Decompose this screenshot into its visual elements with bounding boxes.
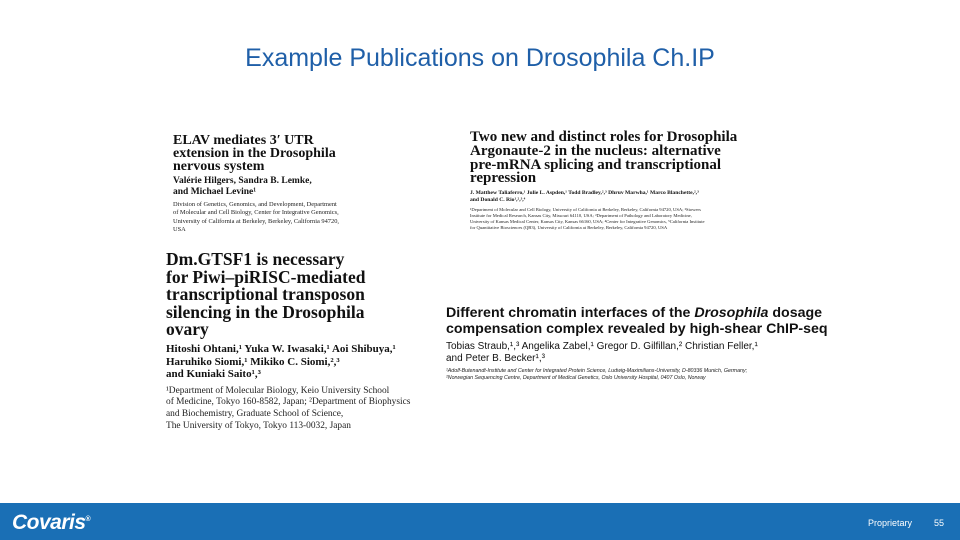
title-line: pre-mRNA splicing and transcriptional xyxy=(470,156,721,173)
publication-affiliation xyxy=(173,201,413,235)
affiliation-line: for Quantitative Biosciences (QB3), University of California at Berkeley, Berkeley, California 94720, USA xyxy=(470,224,668,230)
publication-affiliation xyxy=(166,386,436,432)
publication-authors xyxy=(446,341,846,365)
title-line: ELAV mediates 3′ UTR xyxy=(173,133,314,148)
slide-title: Example Publications on Drosophila Ch.IP xyxy=(245,44,715,72)
affiliation-line: ¹Adolf-Butenandt-Institute and Center for Integrated Protein Science, Ludwig-Maximilians-University, D-80336 Munich, Germany; xyxy=(446,367,748,374)
title-segment-italic: Drosophila xyxy=(694,305,769,321)
publication-clipping-elav xyxy=(173,134,413,235)
author-line: and Peter B. Becker¹,³ xyxy=(446,352,545,364)
title-line: compensation complex revealed by high-shear ChIP-seq xyxy=(446,321,828,337)
affiliation-line: ¹Department of Molecular and Cell Biology, University of California at Berkeley, Berkeley, California 94720, USA; ²Stowers xyxy=(470,206,701,212)
covaris-logo xyxy=(12,511,90,535)
title-line: ovary xyxy=(166,319,209,340)
proprietary-label: Proprietary xyxy=(868,518,913,528)
affiliation-line: University of California at Berkeley, Berkeley, California 94720, xyxy=(173,217,339,225)
title-line: nervous system xyxy=(173,159,265,174)
affiliation-line: of Molecular and Cell Biology, Center for Integrative Genomics, xyxy=(173,209,339,217)
title-line: Argonaute-2 in the nucleus: alternative xyxy=(470,142,721,159)
title-line: Dm.GTSF1 is necessary xyxy=(166,249,345,269)
publication-title xyxy=(166,251,436,339)
affiliation-line: The University of Tokyo, Tokyo 113-0032, Japan xyxy=(166,420,351,431)
publication-authors xyxy=(173,176,413,198)
publication-clipping-dmgtsf1 xyxy=(166,251,436,432)
publication-title xyxy=(446,305,846,337)
affiliation-line: Division of Genetics, Genomics, and Development, Department xyxy=(173,201,337,208)
author-line: Haruhiko Siomi,¹ Mikiko C. Siomi,²,³ xyxy=(166,355,340,368)
title-segment: dosage xyxy=(768,305,823,321)
affiliation-line: of Medicine, Tokyo 160-8582, Japan; ²Department of Biophysics xyxy=(166,397,411,408)
author-line: and Kuniaki Saito¹,³ xyxy=(166,368,261,381)
publication-affiliation xyxy=(470,207,770,231)
logo-text: Covaris xyxy=(12,511,86,534)
author-line: Tobias Straub,¹,³ Angelika Zabel,¹ Gregor D. Gilfillan,² Christian Feller,¹ xyxy=(446,341,758,352)
author-line: Valérie Hilgers, Sandra B. Lemke, xyxy=(173,176,312,186)
publication-title xyxy=(470,131,770,186)
author-line: Hitoshi Ohtani,¹ Yuka W. Iwasaki,¹ Aoi Shibuya,¹ xyxy=(166,342,396,355)
affiliation-line: and Biochemistry, Graduate School of Science, xyxy=(166,408,344,419)
affiliation-line: ²Norwegian Sequencing Centre, Department of Medical Genetics, Oslo University Hospital, 0407 Oslo, Norway xyxy=(446,375,706,381)
publication-clipping-chromatin-interfaces xyxy=(446,305,846,382)
publication-clipping-argonaute2 xyxy=(470,131,770,231)
title-line: silencing in the Drosophila xyxy=(166,301,365,322)
title-line: Two new and distinct roles for Drosophila xyxy=(470,129,738,145)
author-line: J. Matthew Taliaferro,¹ Julie L. Aspden,¹ Todd Bradley,²,³ Dhruv Marwha,¹ Marco Blanchette,²,³ xyxy=(470,190,699,197)
title-line: extension in the Drosophila xyxy=(173,146,336,161)
title-line: repression xyxy=(470,170,537,187)
author-line: and Donald C. Rio¹,²,³,⁴ xyxy=(470,197,526,204)
title-line: for Piwi–piRISC-mediated xyxy=(166,266,366,287)
affiliation-line: Institute for Medical Research, Kansas City, Missouri 64110, USA; ³Department of Pathology and Laboratory Medicine, xyxy=(470,212,692,218)
affiliation-line: University of Kansas Medical Center, Kansas City, Kansas 66160, USA; ⁴Center for Integrative Genomics, ⁵California Institute xyxy=(470,218,705,224)
page-number: 55 xyxy=(934,518,945,528)
title-line xyxy=(446,305,846,321)
affiliation-line: ¹Department of Molecular Biology, Keio University School xyxy=(166,385,390,396)
title-segment: Different chromatin interfaces of the xyxy=(446,305,695,321)
publication-authors xyxy=(166,343,436,381)
footer-bar xyxy=(0,503,960,540)
publication-authors xyxy=(470,190,770,204)
publication-title xyxy=(173,134,413,173)
registered-mark: ® xyxy=(85,516,91,523)
publication-affiliation xyxy=(446,368,846,383)
author-line: and Michael Levine¹ xyxy=(173,187,257,197)
affiliation-line: USA xyxy=(173,226,186,234)
title-line: transcriptional transposon xyxy=(166,284,365,305)
